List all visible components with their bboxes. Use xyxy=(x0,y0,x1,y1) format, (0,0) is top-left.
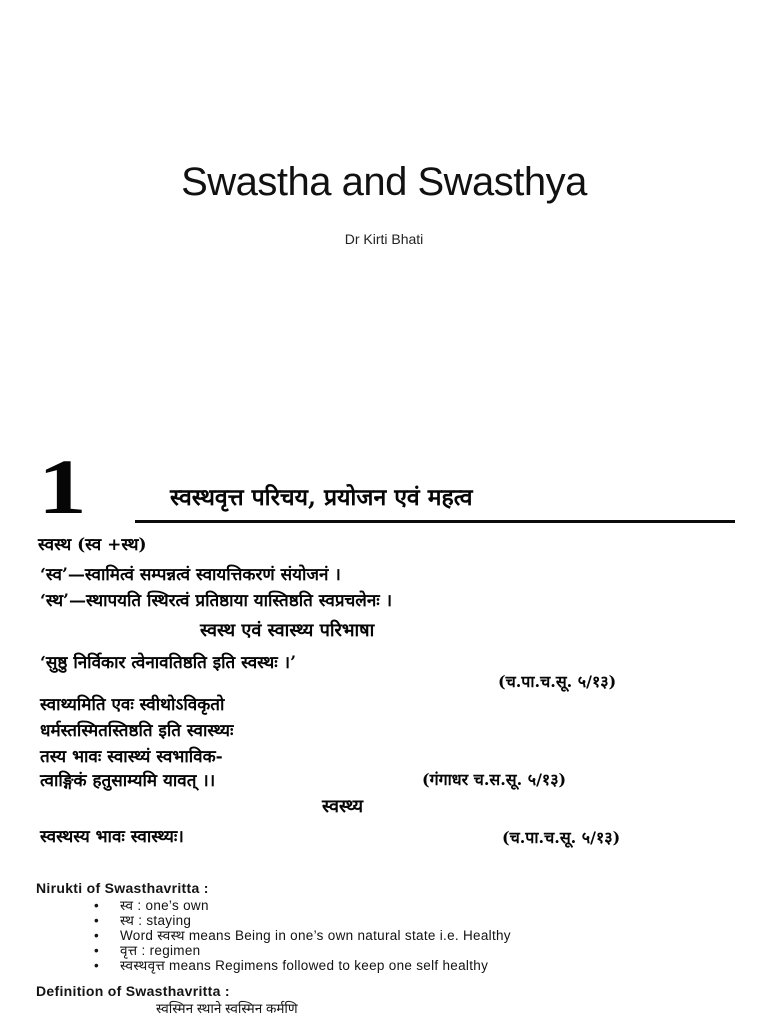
reference-1: (च.पा.च.सू. ५/१३) xyxy=(498,672,617,691)
bullet-icon: • xyxy=(94,958,100,973)
reference-3: (च.पा.च.सू. ५/१३) xyxy=(502,828,621,847)
list-item: • स्थ : staying xyxy=(94,913,192,928)
author-name: Dr Kirti Bhati xyxy=(344,231,424,247)
heading-paribhasha: स्वस्थ एवं स्वास्थ्य परिभाषा xyxy=(200,620,375,641)
definition-heading: Definition of Swasthavritta : xyxy=(36,983,230,999)
line-bhava: स्वस्थस्य भावः स्वास्थ्यः। xyxy=(40,827,184,847)
chapter-number: 1 xyxy=(38,443,87,530)
quote-definition: ‘सुष्ठु निर्विकार त्वेनावतिष्ठति इति स्वस्थः ।’ xyxy=(40,653,297,673)
bullet-icon: • xyxy=(94,913,100,928)
line-stha: ‘स्थ’—स्थापयति स्थिरत्वं प्रतिष्ठाया यास्तिष्ठति स्वप्रचलेनः । xyxy=(40,591,393,611)
bullet-icon: • xyxy=(94,898,100,913)
bullet-icon: • xyxy=(94,928,100,943)
list-item: • स्व : one’s own xyxy=(94,898,209,913)
nirukti-section xyxy=(36,880,768,1017)
chapter-rule xyxy=(135,520,735,523)
line-sva: ‘स्व’—स्वामित्वं सम्पन्नत्वं स्वायत्तिकरणं संयोजनं । xyxy=(40,565,341,585)
list-item: • वृत्त : regimen xyxy=(94,943,201,958)
verse-line-3: तस्य भावः स्वास्थ्यं स्वभाविक- xyxy=(40,747,223,767)
scanned-page xyxy=(20,443,760,1024)
verse-line-1: स्वाथ्यमिति एवः स्वीथोऽविकृतो xyxy=(40,695,225,715)
verse-line-4: त्वाङ्गिकं हतुसाम्यमि यावत् ।। xyxy=(40,771,216,791)
slide-title: Swastha and Swasthya xyxy=(181,160,587,204)
bullet-icon: • xyxy=(94,943,100,958)
list-item: • Word स्वस्थ means Being in one’s own natural state i.e. Healthy xyxy=(94,928,511,943)
nirukti-heading: Nirukti of Swasthavritta : xyxy=(36,880,209,896)
chapter-title: स्वस्थवृत्त परिचय, प्रयोजन एवं महत्व xyxy=(170,484,473,511)
verse-line-2: धर्मस्तस्मितस्तिष्ठति इति स्वास्थ्यः xyxy=(40,721,234,741)
reference-2: (गंगाधर च.स.सू. ५/१३) xyxy=(422,770,567,789)
list-item: • स्वस्थवृत्त means Regimens followed to keep one self healthy xyxy=(94,958,489,973)
nirukti-list xyxy=(36,898,768,973)
heading-swastha: स्वस्थ (स्व +स्थ) xyxy=(38,535,147,555)
definition-line: स्वस्मिन स्थाने स्वस्मिन कर्मणि xyxy=(156,1001,298,1016)
title-block xyxy=(0,160,768,247)
heading-swasthya: स्वस्थ्य xyxy=(322,796,364,817)
